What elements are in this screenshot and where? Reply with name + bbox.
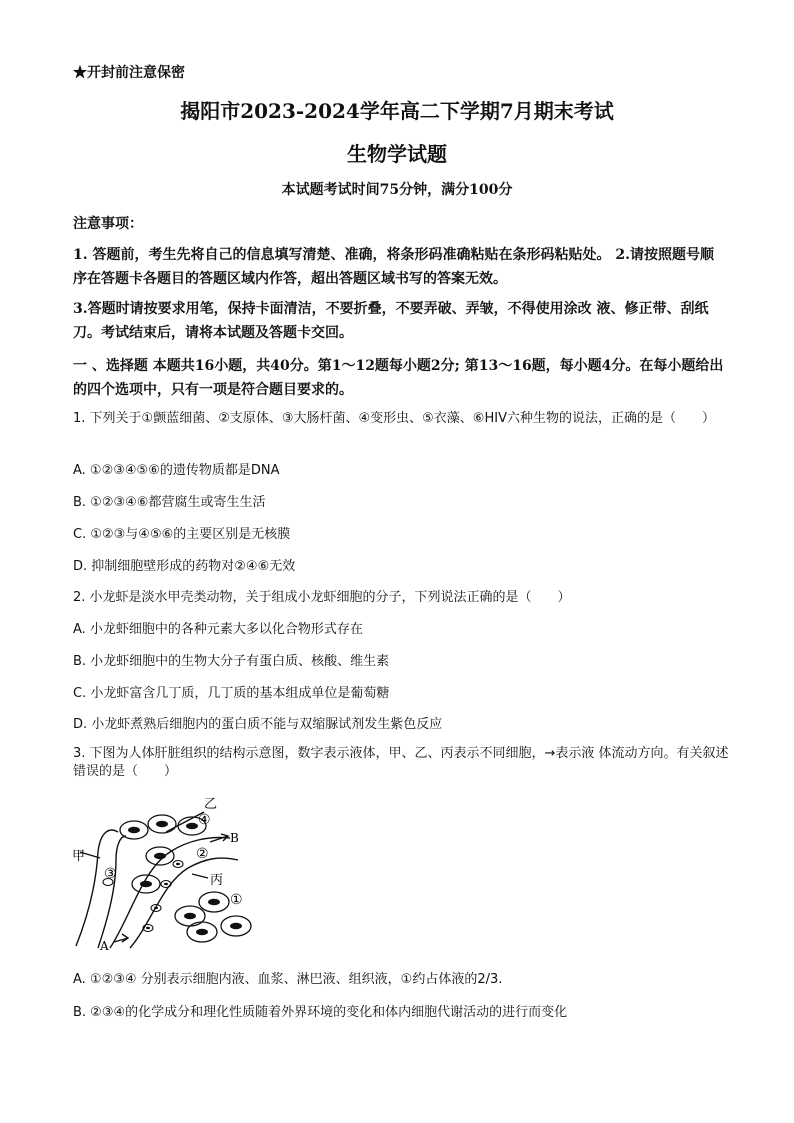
label-num-2: ② [196, 846, 209, 862]
capillary-wall-outer [110, 838, 230, 948]
question-1-option-d: D. 抑制细胞壁形成的药物对②④⑥无效 [73, 559, 296, 574]
confidential-notice: ★开封前注意保密 [73, 65, 185, 81]
question-2-option-c: C. 小龙虾富含几丁质，几丁质的基本组成单位是葡萄糖 [73, 686, 390, 701]
tissue-cell [175, 906, 205, 926]
note-item-3: 3.答题时请按要求用笔，保持卡面清洁，不要折叠，不要弄破、弄皱，不得使用涂改 液、修正带、刮纸刀。考试结束后，请将本试题及答题卡交回。 [73, 301, 709, 341]
tissue-cell [187, 922, 217, 942]
question-1-option-c: C. ①②③与④⑤⑥的主要区别是无核膜 [73, 527, 291, 542]
leader-bing [192, 874, 208, 878]
label-num-3: ③ [104, 866, 117, 882]
notes-heading: 注意事项： [73, 216, 143, 232]
lymph-vessel-right-wall [98, 836, 126, 948]
label-num-1: ① [230, 892, 243, 908]
question-3-stem: 3. 下图为人体肝脏组织的结构示意图，数字表示液体，甲、乙、丙表示不同细胞，→表示液 体流动方向。有关叙述错误的是（ ） [73, 746, 729, 779]
question-3-option-b: B. ②③④的化学成分和理化性质随着外界环境的变化和体内细胞代谢活动的进行而变化 [73, 1005, 568, 1020]
liver-tissue-diagram [70, 792, 270, 952]
label-num-4: ④ [198, 812, 211, 828]
lymph-vessel-left-wall [76, 830, 118, 946]
label-a: A [100, 939, 109, 952]
label-bing: 丙 [210, 873, 224, 888]
label-b: B [230, 831, 239, 845]
capillary-wall-inner [130, 858, 238, 948]
tissue-cell [120, 821, 148, 839]
tissue-cell [146, 847, 174, 865]
question-3-option-a: A. ①②③④ 分别表示细胞内液、血浆、淋巴液、组织液，①约占体液的2/3. [73, 972, 503, 987]
flow-arrow-a-head [122, 934, 128, 942]
question-2-stem: 2. 小龙虾是淡水甲壳类动物，关于组成小龙虾细胞的分子，下列说法正确的是（ ） [73, 590, 571, 605]
question-2-option-d: D. 小龙虾煮熟后细胞内的蛋白质不能与双缩脲试剂发生紫色反应 [73, 717, 443, 732]
question-1-stem: 1. 下列关于①颤蓝细菌、②支原体、③大肠杆菌、④变形虫、⑤衣藻、⑥HIV六种生物的说法，正确的是（ ） [73, 411, 715, 426]
exam-info: 本试题考试时间75分钟，满分100分 [281, 182, 513, 198]
question-1-option-a: A. ①②③④⑤⑥的遗传物质都是DNA [73, 463, 280, 478]
question-2-option-a: A. 小龙虾细胞中的各种元素大多以化合物形式存在 [73, 622, 363, 637]
tissue-cell [199, 892, 229, 912]
label-jia: 甲 [72, 849, 86, 864]
subject-title: 生物学试题 [347, 142, 447, 166]
tissue-cell [221, 916, 251, 936]
tissue-cell [148, 815, 176, 833]
note-item-1: 1. 答题前，考生先将自己的信息填写清楚、准确，将条形码准确粘贴在条形码粘贴处。 2.请按照题号顺序在答题卡各题目的答题区域内作答，超出答题区域书写的答案无效。 [73, 247, 714, 287]
exam-title: 揭阳市2023-2024学年高二下学期7月期末考试 [180, 99, 614, 123]
question-2-option-b: B. 小龙虾细胞中的生物大分子有蛋白质、核酸、维生素 [73, 654, 390, 669]
question-1-option-b: B. ①②③④⑥都营腐生或寄生生活 [73, 495, 266, 510]
label-yi: 乙 [204, 797, 218, 812]
section-heading: 一 、选择题 本题共16小题，共40分。第1～12题每小题2分; 第13～16题，每小题4分。在每小题给出的四个选项中，只有一项是符合题目要求的。 [73, 358, 724, 398]
